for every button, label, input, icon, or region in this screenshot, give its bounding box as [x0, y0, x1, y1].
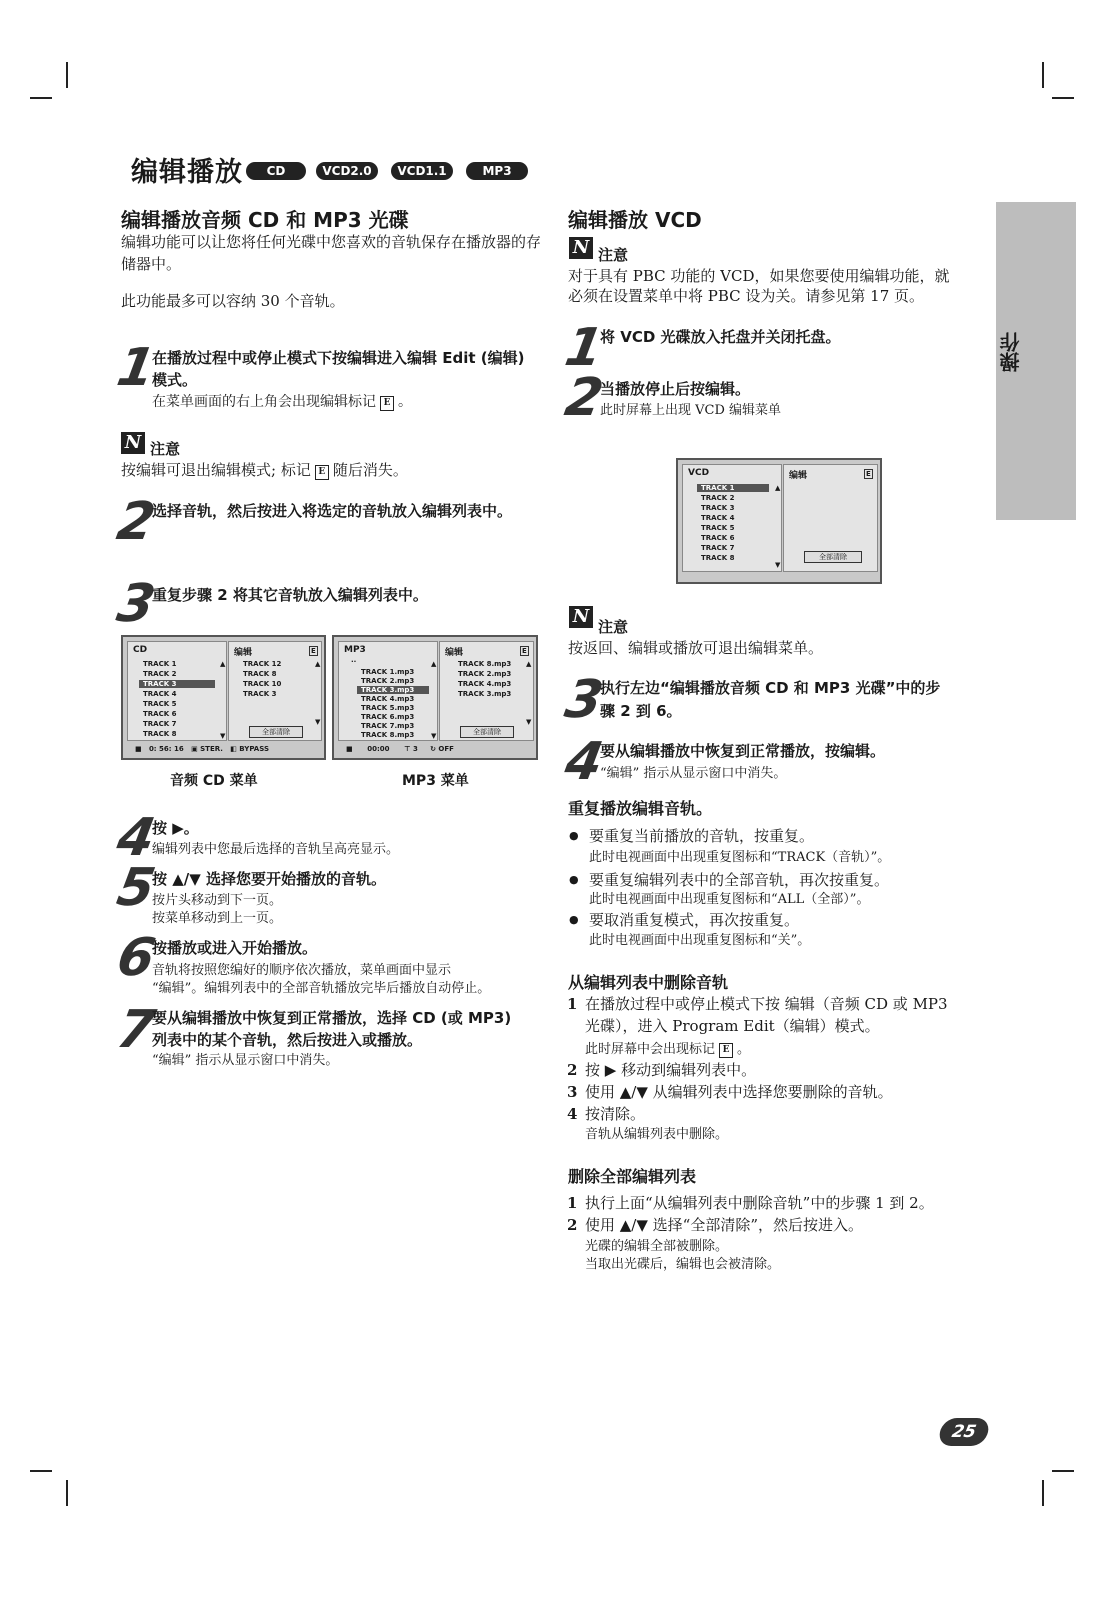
step-heading: 当播放停止后按编辑。 — [600, 380, 751, 398]
folder-item[interactable]: .. — [351, 656, 357, 664]
edit-track-item[interactable]: TRACK 4.mp3 — [458, 680, 512, 688]
subsection-title: 从编辑列表中删除音轨 — [568, 973, 729, 992]
edit-track-item[interactable]: TRACK 10 — [243, 680, 282, 688]
sound-mode: BYPASS — [239, 745, 269, 753]
time-readout: 00:00 — [367, 745, 390, 753]
side-tab-label: 操作 — [999, 332, 1023, 372]
note-label: 注意 — [598, 618, 629, 636]
track-item[interactable]: TRACK 4.mp3 — [361, 695, 415, 703]
edit-list-panel — [228, 641, 322, 741]
panel-header: 编辑 — [234, 648, 253, 658]
step-heading: 重复步骤 2 将其它音轨放入编辑列表中。 — [152, 586, 428, 604]
track-item-selected[interactable]: TRACK 3 — [139, 680, 215, 688]
note-icon: N — [121, 432, 145, 454]
note-text: 按返回、编辑或播放可退出编辑菜单。 — [568, 639, 824, 657]
step-desc: 按菜单移动到上一页。 — [152, 911, 283, 926]
scroll-up-icon[interactable]: ▲ — [315, 660, 321, 668]
badge-mp3: MP3 — [466, 162, 528, 180]
scroll-down-icon[interactable]: ▼ — [220, 732, 226, 740]
track-item[interactable]: TRACK 7.mp3 — [361, 722, 415, 730]
crop-mark — [1042, 62, 1044, 88]
section-title: 编辑播放 VCD — [568, 208, 702, 232]
track-item[interactable]: TRACK 3 — [701, 504, 735, 512]
track-item-selected[interactable]: TRACK 3.mp3 — [357, 686, 429, 694]
numbered-item: 1 在播放过程中或停止模式下按 编辑（音频 CD 或 MP3 — [567, 995, 948, 1013]
crop-mark — [66, 1480, 68, 1506]
screen-caption: 音频 CD 菜单 — [170, 773, 258, 789]
step-heading: 列表中的某个音轨，然后按进入或播放。 — [152, 1031, 423, 1049]
scroll-down-icon[interactable]: ▼ — [431, 732, 437, 740]
numbered-item: 3 使用 ▲/▼ 从编辑列表中选择您要删除的音轨。 — [567, 1083, 893, 1101]
track-item[interactable]: TRACK 2.mp3 — [361, 677, 415, 685]
track-count: 3 — [413, 745, 418, 753]
scroll-up-icon[interactable]: ▲ — [220, 660, 226, 668]
track-item[interactable]: TRACK 5.mp3 — [361, 704, 415, 712]
numbered-item: 1 执行上面“从编辑列表中删除音轨”中的步骤 1 到 2。 — [567, 1194, 934, 1212]
step-heading: 在播放过程中或停止模式下按编辑进入编辑 Edit (编辑) 模式。 — [152, 349, 525, 389]
track-item[interactable]: TRACK 6.mp3 — [361, 713, 415, 721]
intro-text-limit: 此功能最多可以容纳 30 个音轨。 — [121, 292, 345, 310]
track-count-icon: ⊤ — [404, 745, 411, 753]
step-desc: “编辑”。编辑列表中的全部音轨播放完毕后播放自动停止。 — [152, 981, 491, 996]
step-heading: 要从编辑播放中恢复到正常播放，选择 CD (或 MP3) — [152, 1009, 512, 1027]
track-item[interactable]: TRACK 6 — [701, 534, 735, 542]
bullet-desc: 此时电视画面中出现重复图标和“TRACK（音轨）”。 — [589, 850, 891, 865]
edit-mark-icon: E — [311, 647, 316, 655]
note-label: 注意 — [150, 440, 181, 458]
step-number: 3 — [560, 670, 608, 730]
track-item[interactable]: TRACK 4 — [701, 514, 735, 522]
note-text: 按编辑可退出编辑模式; 标记 E 随后消失。 — [121, 461, 408, 479]
cd-menu-screen — [121, 635, 326, 760]
panel-header: MP3 — [344, 645, 366, 655]
track-item-selected[interactable]: TRACK 1 — [697, 484, 769, 492]
status-bar — [135, 745, 269, 753]
note-text: 必须在设置菜单中将 PBC 设为关。请参见第 17 页。 — [568, 287, 925, 305]
scroll-up-icon[interactable]: ▲ — [526, 660, 532, 668]
step-desc: 音轨将按照您编好的顺序依次播放，菜单画面中显示 — [152, 963, 452, 978]
step-desc: “编辑” 指示从显示窗口中消失。 — [600, 766, 787, 781]
track-item[interactable]: TRACK 7 — [143, 720, 177, 728]
edit-mark-icon: E — [522, 647, 527, 655]
subsection-title: 删除全部编辑列表 — [568, 1167, 697, 1186]
screen-caption: MP3 菜单 — [402, 773, 469, 789]
note-icon: N — [569, 606, 593, 628]
crop-mark — [1052, 1470, 1074, 1472]
scroll-up-icon[interactable]: ▲ — [775, 484, 781, 492]
clear-all-button[interactable]: 全部清除 — [460, 726, 514, 738]
edit-mark-icon: E — [719, 1043, 733, 1058]
crop-mark — [66, 62, 68, 88]
scroll-down-icon[interactable]: ▼ — [775, 561, 781, 569]
note-label: 注意 — [598, 246, 629, 264]
item-desc: 音轨从编辑列表中删除。 — [585, 1127, 729, 1142]
step-desc: 此时屏幕上出现 VCD 编辑菜单 — [600, 403, 782, 418]
step-heading: 将 VCD 光碟放入托盘并关闭托盘。 — [600, 328, 841, 346]
crop-mark — [1052, 97, 1074, 99]
scroll-down-icon[interactable]: ▼ — [526, 718, 532, 726]
edit-track-item[interactable]: TRACK 12 — [243, 660, 282, 668]
item-desc: 此时屏幕中会出现标记 E 。 — [585, 1042, 751, 1057]
edit-track-item[interactable]: TRACK 8 — [243, 670, 277, 678]
track-item[interactable]: TRACK 4 — [143, 690, 177, 698]
page-title: 编辑播放 — [131, 157, 243, 188]
step-desc: “编辑” 指示从显示窗口中消失。 — [152, 1053, 339, 1068]
track-list-panel — [682, 464, 782, 572]
edit-track-item[interactable]: TRACK 3 — [243, 690, 277, 698]
track-item[interactable]: TRACK 7 — [701, 544, 735, 552]
step-desc: 编辑列表中您最后选择的音轨呈高亮显示。 — [152, 842, 400, 857]
track-item[interactable]: TRACK 5 — [143, 700, 177, 708]
bullet-item: ● 要取消重复模式，再次按重复。 — [589, 909, 799, 931]
step-number: 2 — [560, 368, 608, 428]
step-desc: 在菜单画面的右上角会出现编辑标记 E 。 — [152, 394, 412, 410]
step-number: 4 — [112, 808, 160, 868]
edit-list-panel — [783, 464, 878, 572]
edit-track-item[interactable]: TRACK 3.mp3 — [458, 690, 512, 698]
intro-text: 编辑功能可以让您将任何光碟中您喜欢的音轨保存在播放器的存储器中。 — [121, 233, 542, 273]
speaker-icon: ◧ — [230, 745, 237, 753]
step-number: 1 — [560, 318, 608, 378]
edit-mark-icon: E — [866, 470, 871, 478]
repeat-icon: ↻ — [430, 745, 436, 753]
crop-mark — [30, 97, 52, 99]
crop-mark — [30, 1470, 52, 1472]
bullet-item: ● 要重复当前播放的音轨，按重复。 — [589, 825, 814, 847]
panel-header: VCD — [688, 468, 710, 478]
step-desc: 按片头移动到下一页。 — [152, 893, 283, 908]
audio-mode: STER. — [200, 745, 223, 753]
edit-track-item[interactable]: TRACK 2.mp3 — [458, 670, 512, 678]
track-item[interactable]: TRACK 5 — [701, 524, 735, 532]
mp3-menu-screen — [332, 635, 538, 760]
section-side-tab — [996, 202, 1076, 520]
note-icon: N — [569, 237, 593, 259]
step-heading: 按播放或进入开始播放。 — [152, 939, 318, 957]
step-heading: 选择音轨，然后按进入将选定的音轨放入编辑列表中。 — [152, 502, 513, 520]
badge-vcd11: VCD1.1 — [391, 162, 453, 180]
numbered-item: 2 使用 ▲/▼ 选择“全部清除”，然后按进入。 — [567, 1216, 863, 1234]
edit-list-panel — [439, 641, 534, 741]
panel-header: 编辑 — [445, 648, 464, 658]
page-number: 25 — [937, 1418, 991, 1446]
step-heading: 执行左边“编辑播放音频 CD 和 MP3 光碟”中的步 — [600, 679, 941, 697]
step-number: 1 — [112, 338, 160, 398]
time-readout: 0: 56: 16 — [148, 745, 184, 753]
track-item[interactable]: TRACK 8.mp3 — [361, 731, 415, 739]
crop-mark — [1042, 1480, 1044, 1506]
section-title: 编辑播放音频 CD 和 MP3 光碟 — [121, 208, 409, 232]
item-desc: 当取出光碟后，编辑也会被清除。 — [585, 1257, 781, 1272]
panel-header: CD — [133, 645, 148, 655]
step-number: 4 — [560, 732, 608, 792]
numbered-item-cont: 光碟），进入 Program Edit（编辑）模式。 — [585, 1017, 880, 1035]
repeat-mode: OFF — [438, 745, 454, 753]
step-number: 3 — [112, 574, 160, 634]
bullet-desc: 此时电视画面中出现重复图标和“ALL（全部）”。 — [589, 892, 870, 907]
step-heading: 按 ▶。 — [152, 819, 199, 837]
step-heading: 按 ▲/▼ 选择您要开始播放的音轨。 — [152, 870, 386, 888]
stop-icon: ■ — [135, 745, 142, 753]
track-item[interactable]: TRACK 1.mp3 — [361, 668, 415, 676]
status-bar — [346, 745, 454, 753]
step-number: 7 — [112, 1000, 160, 1060]
panel-header: 编辑 — [789, 471, 808, 481]
vcd-menu-screen — [676, 458, 882, 584]
stop-icon: ■ — [346, 745, 353, 753]
badge-cd: CD — [246, 162, 306, 180]
subsection-title: 重复播放编辑音轨。 — [568, 799, 713, 818]
numbered-item: 4 按清除。 — [567, 1105, 646, 1123]
track-list-panel — [338, 641, 438, 741]
track-item[interactable]: TRACK 8 — [143, 730, 177, 738]
clear-all-button[interactable]: 全部清除 — [804, 551, 862, 563]
badge-vcd20: VCD2.0 — [316, 162, 378, 180]
track-item[interactable]: TRACK 6 — [143, 710, 177, 718]
step-number: 6 — [112, 928, 160, 988]
item-desc: 光碟的编辑全部被删除。 — [585, 1239, 729, 1254]
clear-all-button[interactable]: 全部清除 — [249, 726, 303, 738]
step-number: 2 — [112, 492, 160, 552]
bullet-item: ● 要重复编辑列表中的全部音轨，再次按重复。 — [589, 869, 889, 891]
step-heading: 要从编辑播放中恢复到正常播放，按编辑。 — [600, 742, 886, 760]
scroll-down-icon[interactable]: ▼ — [315, 718, 321, 726]
edit-track-item[interactable]: TRACK 8.mp3 — [458, 660, 512, 668]
numbered-item: 2 按 ▶ 移动到编辑列表中。 — [567, 1061, 757, 1079]
track-item[interactable]: TRACK 2 — [143, 670, 177, 678]
step-heading: 骤 2 到 6。 — [600, 702, 682, 720]
track-item[interactable]: TRACK 8 — [701, 554, 735, 562]
scroll-up-icon[interactable]: ▲ — [431, 660, 437, 668]
bullet-desc: 此时电视画面中出现重复图标和“关”。 — [589, 933, 811, 948]
note-text: 对于具有 PBC 功能的 VCD，如果您要使用编辑功能，就 — [568, 267, 950, 285]
step-number: 5 — [112, 858, 160, 918]
track-item[interactable]: TRACK 1 — [143, 660, 177, 668]
edit-mark-icon: E — [315, 465, 329, 480]
edit-mark-icon: E — [380, 396, 394, 411]
track-list-panel — [127, 641, 227, 741]
track-item[interactable]: TRACK 2 — [701, 494, 735, 502]
audio-icon: ▣ — [191, 745, 198, 753]
